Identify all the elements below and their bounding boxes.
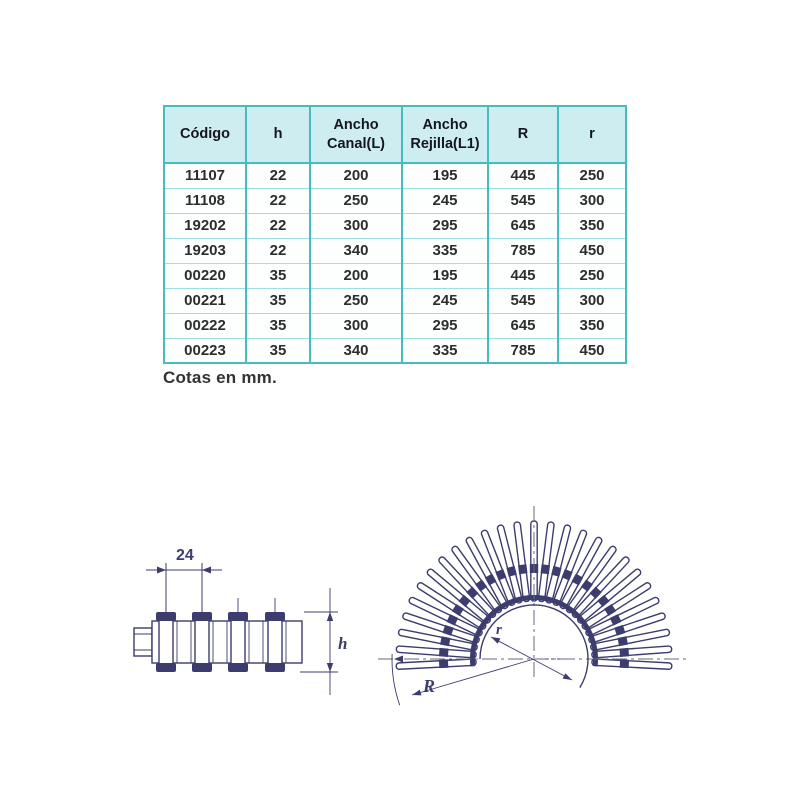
- units-note: Cotas en mm.: [163, 368, 277, 387]
- inner-radius-label: r: [496, 622, 502, 638]
- cell-R: 785: [488, 338, 558, 363]
- cell-codigo: 11108: [164, 188, 246, 213]
- cell-ancho-canal: 200: [310, 163, 402, 188]
- cell-R: 445: [488, 263, 558, 288]
- col-header-h: h: [246, 106, 310, 163]
- spec-table: [163, 105, 627, 364]
- cell-r: 250: [558, 163, 626, 188]
- cell-ancho-rejilla: 195: [402, 263, 488, 288]
- col-header-ancho-rejilla: Ancho Rejilla(L1): [402, 106, 488, 163]
- pitch-dimension: [146, 547, 222, 612]
- cell-ancho-rejilla: 295: [402, 213, 488, 238]
- cell-ancho-canal: 200: [310, 263, 402, 288]
- cell-ancho-rejilla: 195: [402, 163, 488, 188]
- cell-r: 350: [558, 313, 626, 338]
- cell-h: 35: [246, 338, 310, 363]
- col-header-r: r: [558, 106, 626, 163]
- cell-R: 545: [488, 288, 558, 313]
- height-dimension: [300, 588, 347, 695]
- table-row: [164, 313, 626, 338]
- cell-r: 300: [558, 288, 626, 313]
- cell-r: 450: [558, 238, 626, 263]
- col-header-ancho-canal: Ancho Canal(L): [310, 106, 402, 163]
- table-row: [164, 288, 626, 313]
- grille-slat: [592, 658, 672, 671]
- cell-h: 22: [246, 188, 310, 213]
- roller: [265, 598, 285, 672]
- table-row: [164, 163, 626, 188]
- cell-R: 785: [488, 238, 558, 263]
- cell-ancho-canal: 300: [310, 213, 402, 238]
- cell-R: 645: [488, 213, 558, 238]
- end-block: [134, 628, 152, 656]
- table-row: [164, 263, 626, 288]
- cell-h: 22: [246, 163, 310, 188]
- table-row: [164, 338, 626, 363]
- cell-codigo: 00220: [164, 263, 246, 288]
- table-row: [164, 188, 626, 213]
- cell-ancho-canal: 300: [310, 313, 402, 338]
- cell-codigo: 19203: [164, 238, 246, 263]
- cell-codigo: 19202: [164, 213, 246, 238]
- cell-R: 445: [488, 163, 558, 188]
- cell-ancho-canal: 250: [310, 288, 402, 313]
- cell-codigo: 00223: [164, 338, 246, 363]
- cell-R: 645: [488, 313, 558, 338]
- cell-ancho-rejilla: 245: [402, 288, 488, 313]
- cell-h: 22: [246, 213, 310, 238]
- cell-ancho-rejilla: 245: [402, 188, 488, 213]
- cell-h: 35: [246, 313, 310, 338]
- cell-ancho-canal: 340: [310, 338, 402, 363]
- cell-codigo: 00222: [164, 313, 246, 338]
- cell-h: 35: [246, 288, 310, 313]
- cell-ancho-rejilla: 335: [402, 238, 488, 263]
- roller: [228, 598, 248, 672]
- table-row: [164, 213, 626, 238]
- cell-h: 22: [246, 238, 310, 263]
- cell-R: 545: [488, 188, 558, 213]
- col-header-R: R: [488, 106, 558, 163]
- table-row: [164, 238, 626, 263]
- cell-ancho-canal: 340: [310, 238, 402, 263]
- cell-codigo: 11107: [164, 163, 246, 188]
- outer-radius-label: R: [423, 676, 436, 696]
- inner-radius-dimension: [491, 622, 572, 680]
- cell-r: 350: [558, 213, 626, 238]
- pitch-dim-label: 24: [176, 547, 194, 564]
- spec-table-header: [164, 106, 626, 163]
- side-view-diagram: [120, 535, 360, 710]
- cell-r: 300: [558, 188, 626, 213]
- cell-r: 450: [558, 338, 626, 363]
- cell-h: 35: [246, 263, 310, 288]
- cell-ancho-rejilla: 335: [402, 338, 488, 363]
- col-header-codigo: Código: [164, 106, 246, 163]
- cell-codigo: 00221: [164, 288, 246, 313]
- cell-r: 250: [558, 263, 626, 288]
- radial-view-diagram: [370, 498, 700, 738]
- grille-slat: [396, 658, 476, 671]
- cell-ancho-rejilla: 295: [402, 313, 488, 338]
- height-dim-label: h: [338, 634, 348, 653]
- cell-ancho-canal: 250: [310, 188, 402, 213]
